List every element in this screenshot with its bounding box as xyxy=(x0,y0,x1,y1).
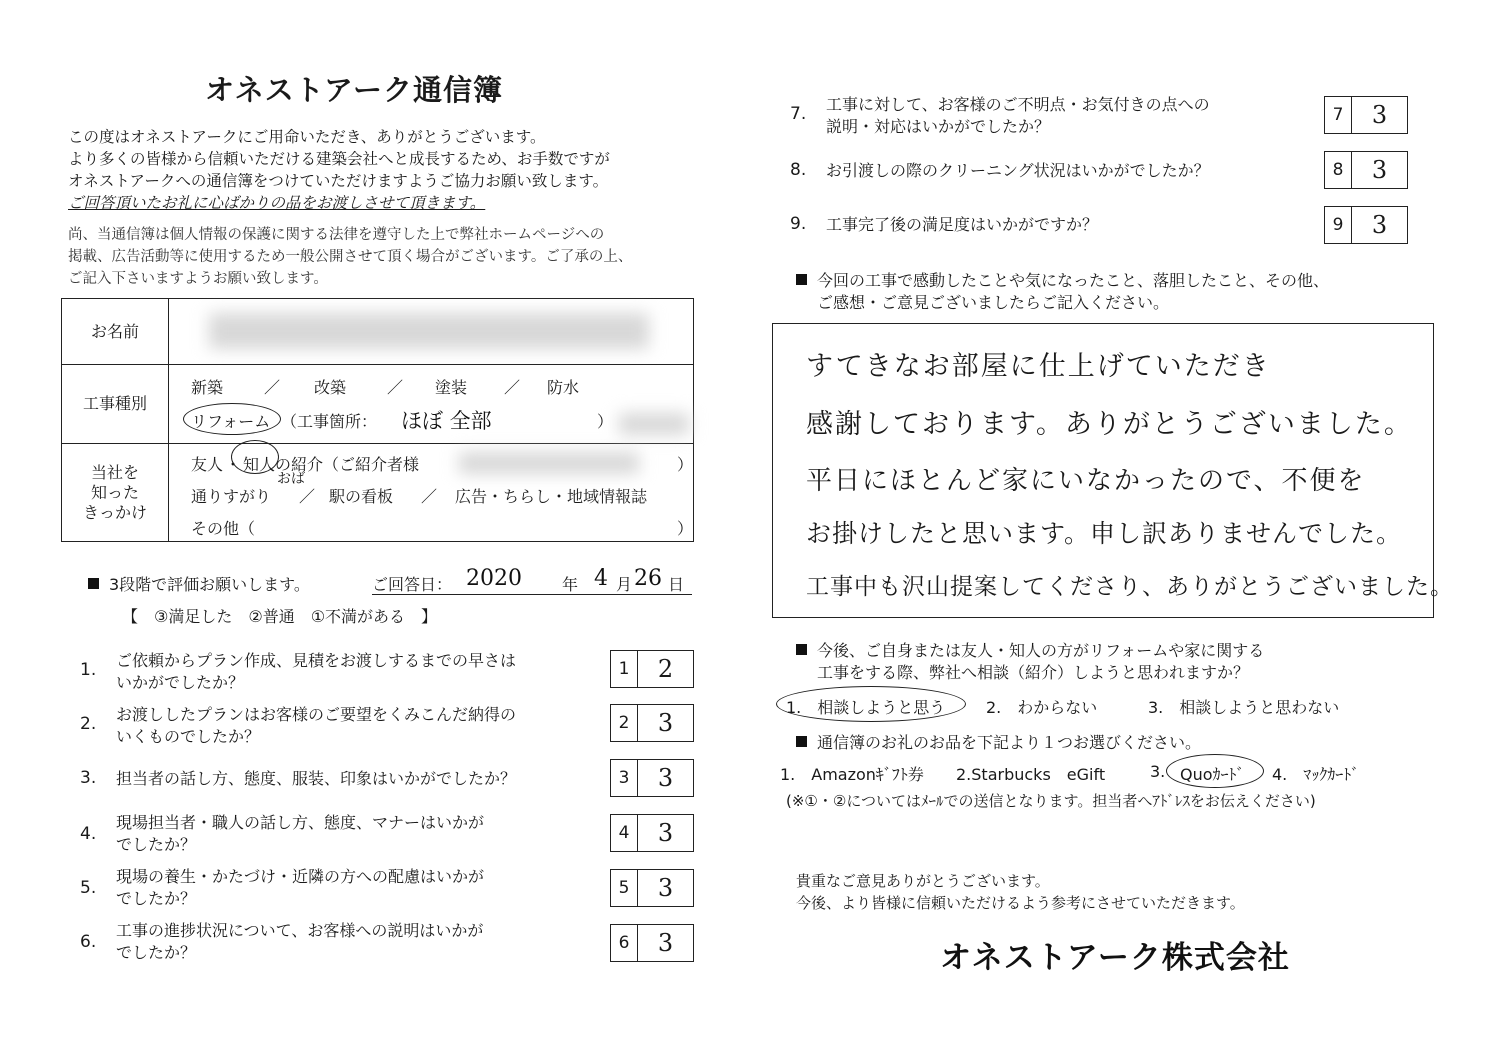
work-type-field xyxy=(169,365,694,444)
question-line: ご依頼からプラン作成、見積をお渡しするまでの早さは xyxy=(116,651,517,670)
selection-circle xyxy=(776,686,966,722)
gift-option-3: Quoｶｰﾄﾞ xyxy=(1180,765,1245,784)
score-value: 3 xyxy=(657,874,674,902)
document-title: オネストアーク通信簿 xyxy=(205,73,503,107)
question-text xyxy=(116,920,483,964)
rating-heading-text: 3段階で評価お願いします。 xyxy=(109,575,310,594)
referral-line: 今後、ご自身または友人・知人の方がリフォームや家に関する xyxy=(817,641,1265,660)
closing-message xyxy=(796,870,1245,914)
score-box-number: 1 xyxy=(611,651,638,687)
intro-line: オネストアークへの通信簿をつけていただけますようご協力お願い致します。 xyxy=(68,172,609,190)
score-box xyxy=(610,869,694,907)
score-box-number: 5 xyxy=(611,870,638,906)
question-text xyxy=(826,214,1098,236)
handwritten-comment-line: 平日にほとんど家にいなかったので、不便を xyxy=(806,466,1366,496)
closing-line: 今後、より皆様に信頼いただけるよう参考にさせていただきます。 xyxy=(796,894,1245,912)
question-line: 現場担当者・職人の話し方、態度、マナーはいかが xyxy=(116,813,485,832)
source-station-sign: 駅の看板 xyxy=(329,487,394,506)
handwritten-comment-line: 工事中も沢山提案してくださり、ありがとうございました。 xyxy=(806,574,1454,600)
question-number: 8. xyxy=(790,160,807,180)
referral-line: 工事をする際、弊社へ相談（紹介）しようと思われますか？ xyxy=(817,663,1250,682)
question-line: でしたか？ xyxy=(116,889,197,908)
day-unit: 日 xyxy=(668,575,685,594)
bullet-square-icon xyxy=(796,274,807,285)
source-label xyxy=(62,444,169,542)
score-box xyxy=(610,924,694,962)
close-paren: ） xyxy=(597,412,614,431)
slash: ／ xyxy=(504,378,521,397)
score-value: 3 xyxy=(657,764,674,792)
question-line: 現場の養生・かたづけ・近隣の方への配慮はいかが xyxy=(116,867,485,886)
date-day: 26 xyxy=(634,566,662,591)
question-line: いかがでしたか？ xyxy=(116,673,245,692)
rating-heading xyxy=(88,572,310,595)
referral-question xyxy=(796,640,1264,684)
selection-circle xyxy=(183,403,281,435)
score-box xyxy=(610,704,694,742)
question-text xyxy=(116,812,484,856)
question-number: 1. xyxy=(80,660,97,680)
work-type-reform: リフォーム xyxy=(191,412,271,431)
notice-line: 掲載、広告活動等に使用するため一般公開させて頂く場合がございます。ご了承の上、 xyxy=(68,249,633,265)
question-number: 7. xyxy=(790,104,807,124)
score-value: 2 xyxy=(657,655,674,683)
gift-option-1: 1. Amazonｷﾞﾌﾄ券 xyxy=(780,765,924,784)
name-label: お名前 xyxy=(62,299,169,365)
question-line: お引渡しの際のクリーニング状況はいかがでしたか？ xyxy=(826,161,1210,180)
date-month: 4 xyxy=(594,566,608,591)
question-number: 9. xyxy=(790,214,807,234)
gift-heading xyxy=(796,730,1201,753)
slash: ／ xyxy=(264,378,281,397)
date-year: 2020 xyxy=(466,566,522,591)
question-line: 工事完了後の満足度はいかがですか？ xyxy=(826,215,1099,234)
company-logo: オネストアーク株式会社 xyxy=(940,940,1290,976)
source-label-line: 当社を xyxy=(90,462,139,482)
gift-note: (※①・②についてはﾒｰﾙでの送信となります。担当者へｱﾄﾞﾚｽをお伝えください) xyxy=(786,792,1316,810)
source-field xyxy=(169,444,694,542)
work-type-paint: 塗装 xyxy=(435,378,468,397)
slash: ／ xyxy=(421,487,438,506)
reform-place-value: ほぼ 全部 xyxy=(401,409,492,433)
question-number: 4. xyxy=(80,824,97,844)
score-box-number: 8 xyxy=(1325,152,1352,188)
score-value: 3 xyxy=(657,929,674,957)
intro-line: より多くの皆様から信頼いただける建築会社へと成長するため、お手数ですが xyxy=(68,150,610,168)
question-line: 説明・対応はいかがでしたか？ xyxy=(826,117,1051,136)
date-label: ご回答日： xyxy=(372,575,453,594)
redacted-area xyxy=(619,413,689,435)
selection-circle xyxy=(1166,754,1264,788)
gift-option-3-number: 3. xyxy=(1150,762,1166,781)
question-line: 工事に対して、お客様のご不明点・お気付きの点への xyxy=(826,95,1210,114)
name-field xyxy=(169,299,694,365)
month-unit: 月 xyxy=(616,575,633,594)
referral-option-2: 2. わからない xyxy=(986,698,1098,717)
rating-legend: 【 ③満足した ②普通 ①不満がある 】 xyxy=(122,607,438,626)
intro-text xyxy=(68,126,610,214)
score-box xyxy=(1324,206,1408,244)
question-text xyxy=(826,94,1210,138)
impressions-prompt xyxy=(796,270,1329,314)
score-value: 3 xyxy=(1371,101,1388,129)
work-type-rebuild: 改築 xyxy=(314,378,347,397)
referral-option-1: 1. 相談しようと思う xyxy=(786,698,946,717)
score-box xyxy=(1324,151,1408,189)
score-value: 3 xyxy=(657,709,674,737)
question-text xyxy=(116,650,516,694)
question-line: でしたか？ xyxy=(116,835,197,854)
score-value: 3 xyxy=(1371,156,1388,184)
redacted-name xyxy=(209,313,649,349)
handwritten-comment-line: すてきなお部屋に仕上げていただき xyxy=(806,351,1271,382)
score-box xyxy=(610,814,694,852)
customer-info-table xyxy=(61,298,694,542)
intro-gift-line: ご回答頂いたお礼に心ばかりの品をお渡しさせて頂きます。 xyxy=(68,194,486,212)
score-box-number: 2 xyxy=(611,705,638,741)
gift-option-2: 2.Starbucks eGift xyxy=(956,765,1106,784)
gift-heading-text: 通信簿のお礼のお品を下記より１つお選びください。 xyxy=(817,733,1202,752)
notice-line: ご記入下さいますようお願い致します。 xyxy=(68,271,328,287)
score-box-number: 9 xyxy=(1325,207,1352,243)
reform-place-label: （工事箇所： xyxy=(281,412,378,431)
intro-line: この度はオネストアークにご用命いただき、ありがとうございます。 xyxy=(68,128,546,146)
bullet-square-icon xyxy=(88,578,99,589)
score-box xyxy=(1324,96,1408,134)
question-line: いくものでしたか？ xyxy=(116,727,261,746)
referral-option-3: 3. 相談しようと思わない xyxy=(1148,698,1340,717)
close-paren: ） xyxy=(677,455,694,474)
question-line: 工事の進捗状況について、お客様への説明はいかが xyxy=(116,921,484,940)
question-number: 2. xyxy=(80,714,97,734)
source-passing: 通りすがり xyxy=(191,487,272,506)
redacted-referrer xyxy=(459,452,639,474)
question-line: でしたか？ xyxy=(116,943,197,962)
notice-line: 尚、当通信簿は個人情報の保護に関する法律を遵守した上で弊社ホームページへの xyxy=(68,227,605,243)
handwritten-comment-line: 感謝しております。ありがとうございました。 xyxy=(806,409,1413,440)
work-type-label: 工事種別 xyxy=(62,365,169,444)
source-friend: 友人 xyxy=(191,455,224,474)
privacy-notice xyxy=(68,224,632,290)
question-text xyxy=(826,160,1210,182)
slash: ／ xyxy=(387,378,404,397)
question-text xyxy=(116,768,516,790)
question-line: 担当者の話し方、態度、服装、印象はいかがでしたか？ xyxy=(116,769,517,788)
source-other: その他（ xyxy=(191,519,256,538)
prompt-line: 今回の工事で感動したことや気になったこと、落胆したこと、その他、 xyxy=(817,271,1330,290)
question-line: お渡ししたプランはお客様のご要望をくみこんだ納得の xyxy=(116,705,517,724)
score-box-number: 6 xyxy=(611,925,638,961)
referrer-note: おば xyxy=(277,471,305,487)
score-value: 3 xyxy=(657,819,674,847)
score-box-number: 7 xyxy=(1325,97,1352,133)
source-ads: 広告・ちらし・地域情報誌 xyxy=(455,487,648,506)
source-acquaintance: 知人の紹介（ご紹介者様 xyxy=(243,455,420,474)
score-value: 3 xyxy=(1371,211,1388,239)
score-box xyxy=(610,650,694,688)
score-box xyxy=(610,759,694,797)
work-type-new: 新築 xyxy=(191,378,224,397)
question-text xyxy=(116,704,516,748)
source-dot: ・ xyxy=(225,455,242,474)
source-label-line: 知った xyxy=(90,482,139,502)
question-number: 6. xyxy=(80,932,97,952)
work-type-waterproof: 防水 xyxy=(547,378,580,397)
question-number: 5. xyxy=(80,878,97,898)
bullet-square-icon xyxy=(796,644,807,655)
gift-option-4: 4. ﾏｯｸｶｰﾄﾞ xyxy=(1272,765,1360,784)
score-box-number: 4 xyxy=(611,815,638,851)
question-text xyxy=(116,866,484,910)
closing-line: 貴重なご意見ありがとうございます。 xyxy=(796,872,1050,890)
close-paren: ） xyxy=(677,519,694,538)
bullet-square-icon xyxy=(796,736,807,747)
year-unit: 年 xyxy=(562,575,579,594)
slash: ／ xyxy=(299,487,316,506)
answer-date xyxy=(372,566,692,595)
source-label-line: きっかけ xyxy=(82,502,147,522)
question-number: 3. xyxy=(80,768,97,788)
score-box-number: 3 xyxy=(611,760,638,796)
handwritten-comment-line: お掛けしたと思います。申し訳ありませんでした。 xyxy=(806,519,1403,548)
prompt-line: ご感想・ご意見ございましたらご記入ください。 xyxy=(817,293,1170,312)
